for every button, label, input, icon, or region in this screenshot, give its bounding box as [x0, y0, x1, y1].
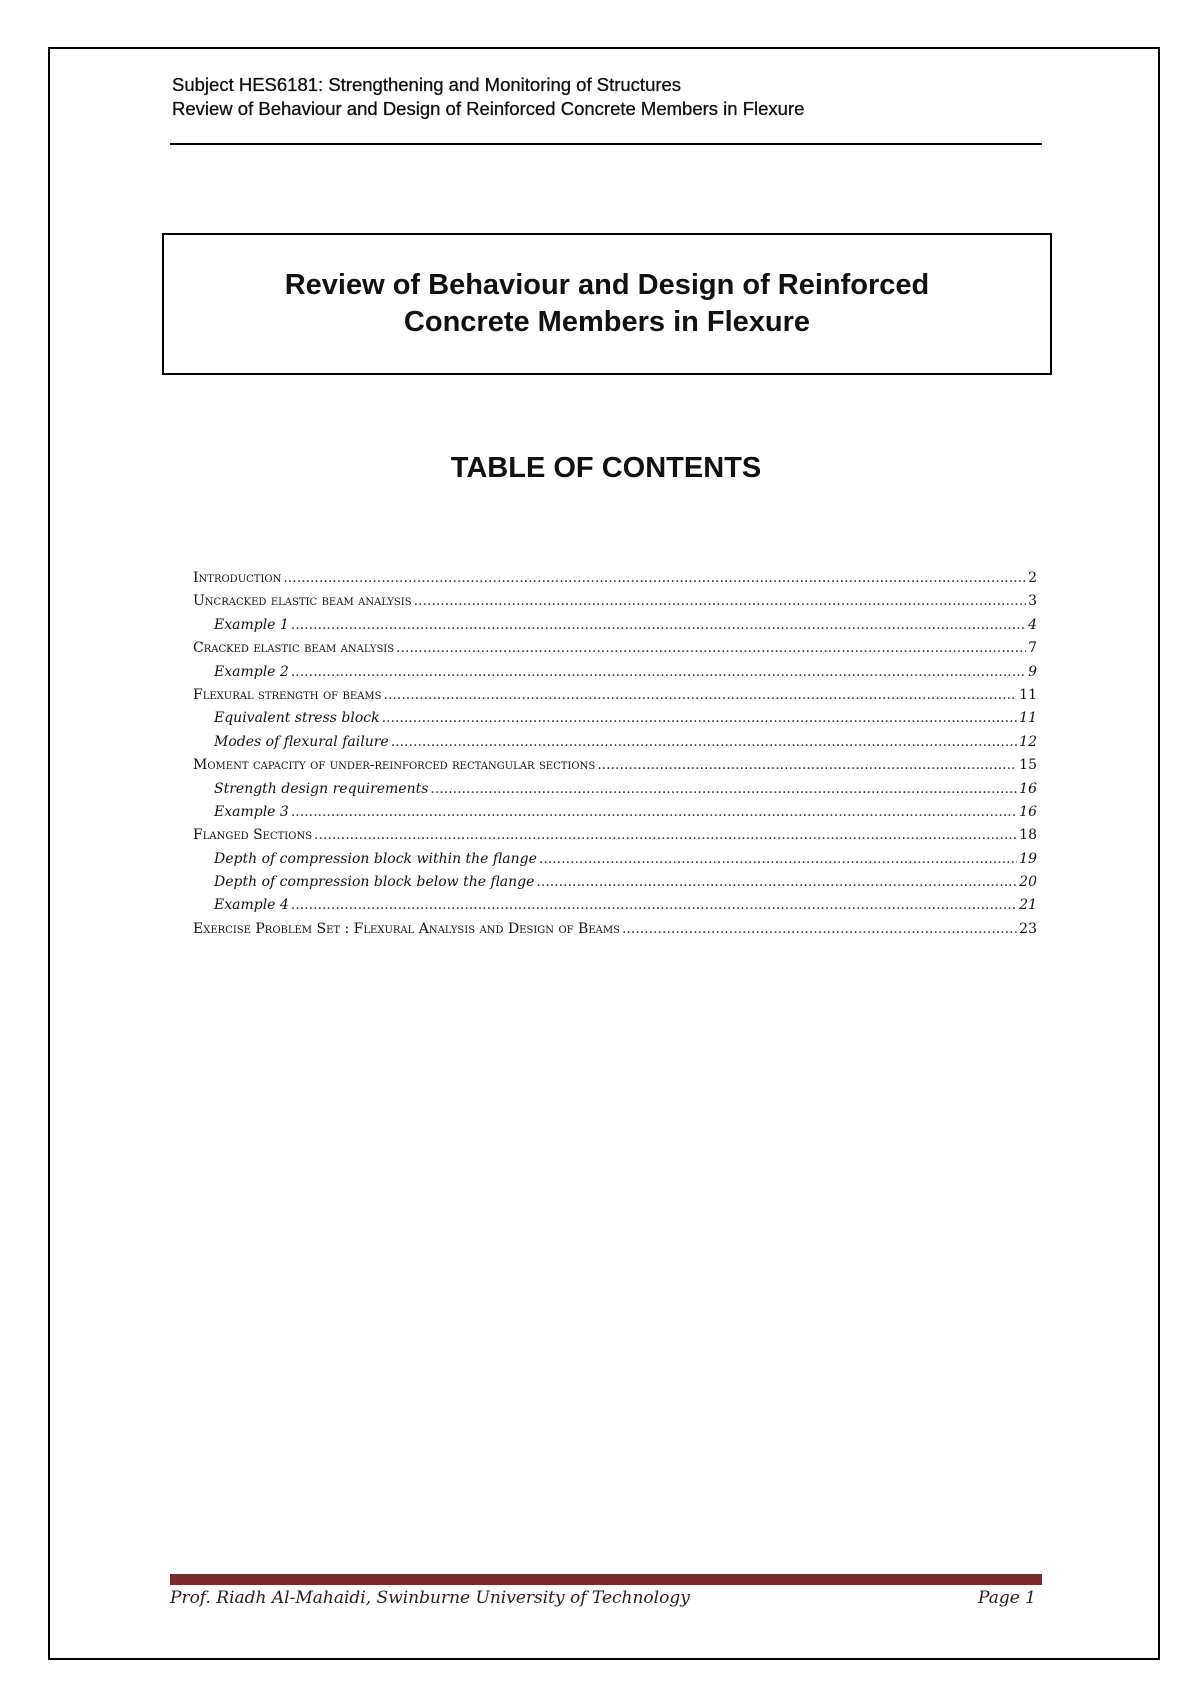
toc-entry[interactable] [193, 684, 1037, 707]
toc-entry[interactable] [193, 918, 1037, 941]
toc-entry-page: 16 [1019, 780, 1037, 797]
footer-page-number: Page 1 [978, 1588, 1036, 1608]
toc-entry-label: Flanged Sections [193, 827, 313, 844]
toc-entry-label: Example 2 [214, 663, 289, 680]
toc-entry-page: 16 [1019, 803, 1037, 820]
toc-entry-label: Depth of compression block below the flange [214, 874, 535, 891]
toc-leader [382, 707, 1018, 730]
toc-entry-page: 7 [1028, 640, 1037, 657]
toc-entry[interactable] [193, 637, 1037, 660]
toc-entry-page: 3 [1028, 593, 1037, 610]
toc-leader [414, 590, 1026, 613]
toc-entry-page: 15 [1019, 757, 1037, 774]
document-title-line-2: Concrete Members in Flexure [403, 306, 811, 338]
toc-entry-label: Example 3 [214, 803, 289, 820]
toc-leader [291, 614, 1026, 637]
toc-subentry[interactable] [193, 871, 1037, 894]
toc-leader [283, 567, 1026, 590]
toc-leader [597, 754, 1017, 777]
toc-entry-label: Equivalent stress block [214, 710, 380, 727]
running-header [172, 73, 1042, 121]
toc-leader [314, 824, 1017, 847]
toc-subentry[interactable] [193, 848, 1037, 871]
toc-entry-label: Depth of compression block within the flange [214, 850, 537, 867]
toc-entry[interactable] [193, 824, 1037, 847]
toc-entry-page: 4 [1028, 616, 1037, 633]
toc-entry-page: 12 [1019, 733, 1037, 750]
header-subject: Subject HES6181: Strengthening and Monitoring of Structures [172, 74, 682, 95]
toc-entry-page: 2 [1028, 570, 1037, 586]
toc-entry-label: Uncracked elastic beam analysis [193, 593, 412, 610]
toc-leader [622, 918, 1017, 941]
toc-entry-page: 20 [1019, 874, 1037, 891]
toc-entry-label: Modes of flexural failure [214, 733, 389, 750]
toc-subentry[interactable] [193, 731, 1037, 754]
toc-entry-label: Flexural strength of beams [193, 686, 382, 703]
toc-leader [291, 894, 1017, 917]
toc-leader [536, 871, 1017, 894]
title-box [162, 233, 1052, 375]
toc-entry-label: Moment capacity of under-reinforced rectangular sections [193, 757, 596, 774]
toc-leader [291, 661, 1026, 684]
toc-leader [291, 801, 1017, 824]
toc-entry-page: 11 [1019, 710, 1037, 727]
document-title-line-1: Review of Behaviour and Design of Reinforced [284, 269, 930, 301]
toc-entry-page: 19 [1019, 850, 1037, 867]
toc-entry[interactable] [193, 590, 1037, 613]
toc-entry[interactable] [193, 567, 1037, 590]
toc-subentry[interactable] [193, 707, 1037, 730]
toc-entry-label: Example 4 [214, 897, 289, 914]
toc-entry-page: 11 [1019, 686, 1037, 703]
toc-entry-label: Strength design requirements [214, 780, 429, 797]
toc-entry-page: 23 [1019, 920, 1037, 937]
toc-entry-page: 21 [1019, 897, 1037, 914]
toc-subentry[interactable] [193, 801, 1037, 824]
toc-heading: TABLE OF CONTENTS [450, 452, 762, 484]
toc-entry-label: Example 1 [214, 616, 289, 633]
toc-entry-page: 9 [1028, 663, 1037, 680]
toc-subentry[interactable] [193, 614, 1037, 637]
toc-subentry[interactable] [193, 894, 1037, 917]
toc-entry-label: Cracked elastic beam analysis [193, 640, 395, 657]
toc-entry-label: Exercise Problem Set : Flexural Analysis and Design of Beams [193, 920, 620, 937]
toc-leader [430, 778, 1017, 801]
header-rule [170, 143, 1042, 145]
toc-leader [391, 731, 1017, 754]
toc-entry[interactable] [193, 754, 1037, 777]
toc-subentry[interactable] [193, 778, 1037, 801]
toc-subentry[interactable] [193, 661, 1037, 684]
header-document-title: Review of Behaviour and Design of Reinforced Concrete Members in Flexure [172, 98, 805, 119]
footer-author: Prof. Riadh Al-Mahaidi, Swinburne University of Technology [170, 1588, 690, 1608]
footer-bar [170, 1574, 1042, 1585]
toc-entry-page: 18 [1019, 827, 1037, 844]
toc-entry-label: Introduction [193, 570, 282, 586]
toc-leader [539, 848, 1017, 871]
running-footer [170, 1588, 1036, 1608]
table-of-contents [193, 567, 1037, 941]
toc-leader [384, 684, 1018, 707]
toc-leader [396, 637, 1026, 660]
